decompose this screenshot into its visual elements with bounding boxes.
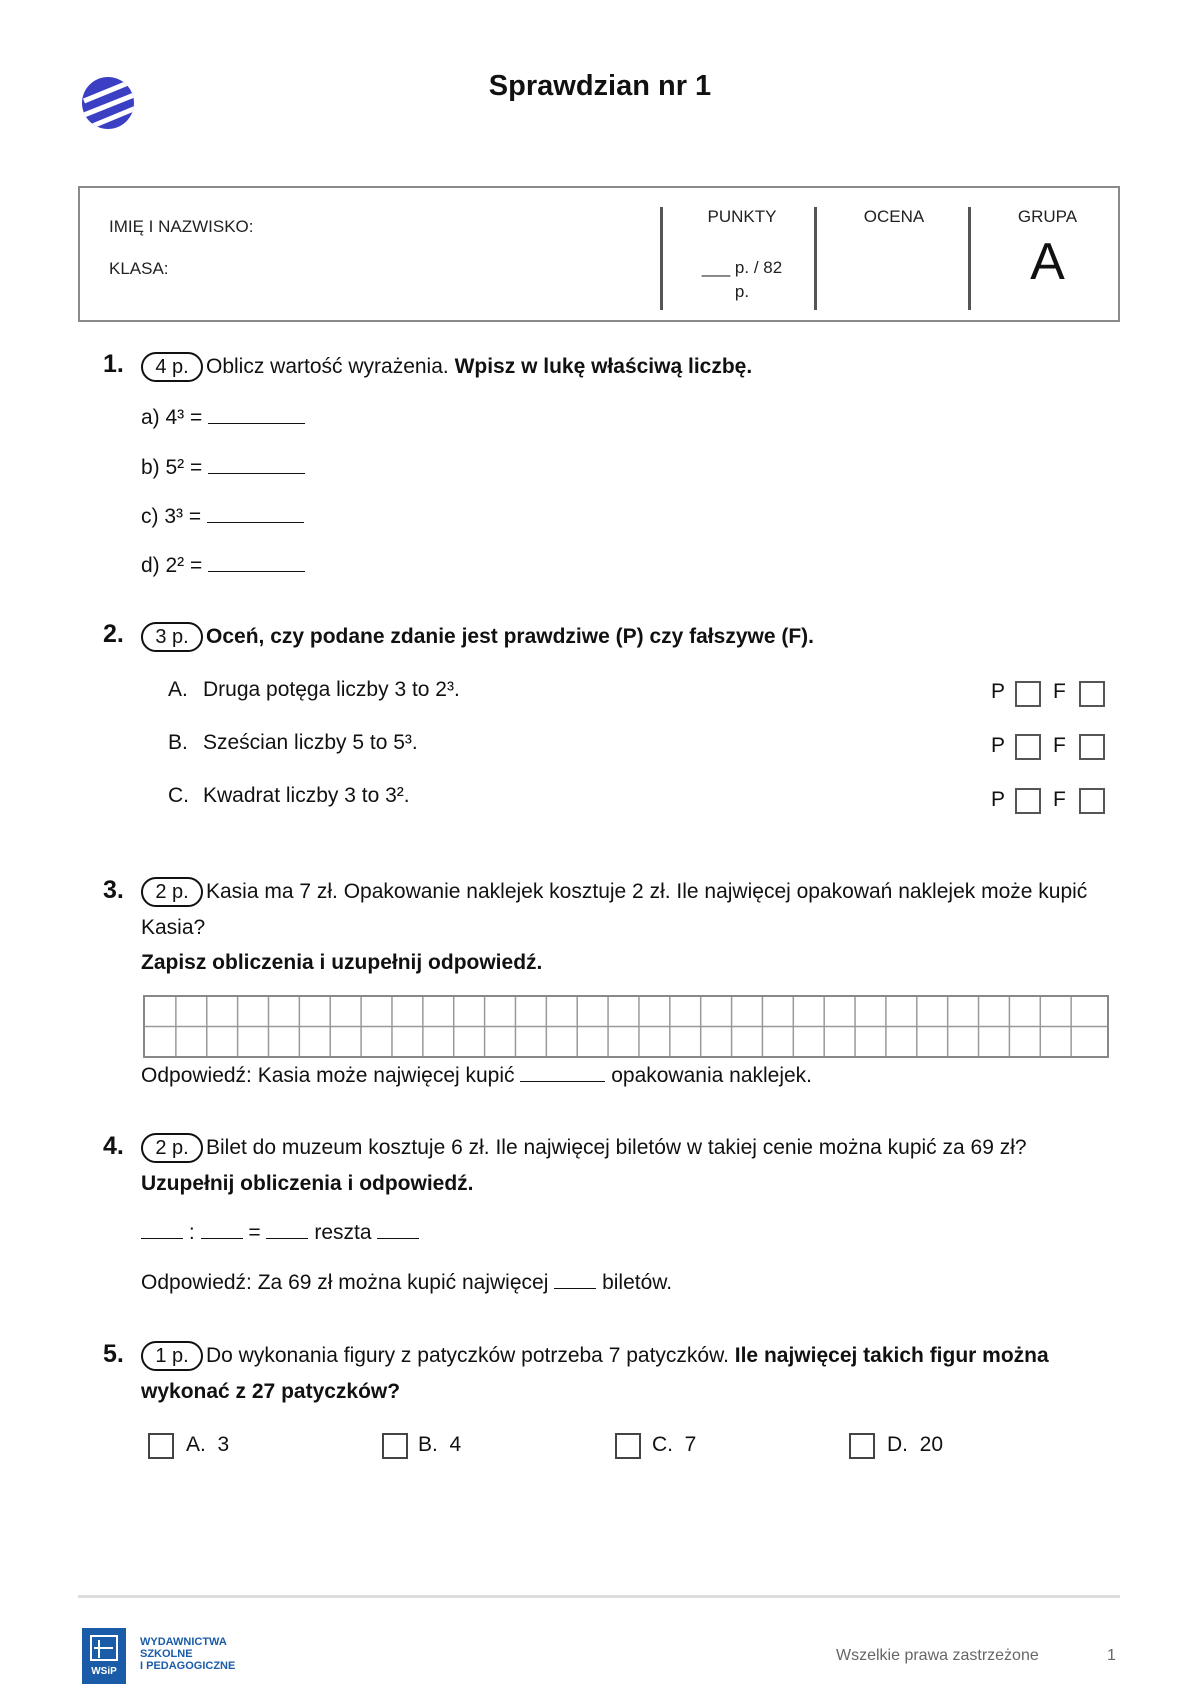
statement-text: Druga potęga liczby 3 to 2³. [203,678,460,701]
answer-line: d) 2² = [141,553,305,578]
answer-line: c) 3³ = [141,504,304,529]
true-checkbox[interactable] [1015,681,1041,707]
false-checkbox[interactable] [1079,788,1105,814]
answer-blank[interactable] [201,1220,243,1239]
f-label: F [1053,680,1066,703]
page-title: Sprawdzian nr 1 [488,70,712,102]
question-text: Kasia ma 7 zł. Opakowanie naklejek kosztuje 2 zł. Ile najwięcej opakowań naklejek może kupić [206,880,1088,903]
question-instruction: wykonać z 27 patyczków? [141,1380,401,1403]
question-instruction: Uzupełnij obliczenia i odpowiedź. [141,1172,474,1195]
p-label: P [991,680,1006,703]
question-number: 5. [103,1340,124,1368]
points-badge: 2 p. [141,877,203,907]
question-text: Oblicz wartość wyrażenia. Wpisz w lukę właściwą liczbę. [206,355,753,378]
wsip-logo-icon [82,1628,126,1684]
question-text: Do wykonania figury z patyczków potrzeba 7 patyczków. Ile najwięcej takich figur można [206,1344,1049,1367]
answer-blank[interactable] [208,405,305,424]
f-label: F [1053,788,1066,811]
option-b-checkbox[interactable] [382,1433,408,1459]
divider [814,207,817,310]
grade-label: OCENA [863,207,925,226]
statement-text: Sześcian liczby 5 to 5³. [203,731,418,754]
class-label: KLASA: [109,259,169,278]
true-checkbox[interactable] [1015,788,1041,814]
answer-blank[interactable] [207,504,304,523]
group-value: A [1030,233,1065,291]
option-d-checkbox[interactable] [849,1433,875,1459]
page-number: 1 [1107,1647,1116,1664]
p-label: P [991,788,1006,811]
p-label: P [991,734,1006,757]
f-label: F [1053,734,1066,757]
question-text: Kasia? [141,916,206,939]
option-a-label: A. 3 [186,1433,230,1456]
points-label: PUNKTY [707,207,777,226]
question-text: Oceń, czy podane zdanie jest prawdziwe (P) czy fałszywe (F). [206,625,814,648]
answer-blank[interactable] [266,1220,308,1239]
answer-blank[interactable] [141,1220,183,1239]
group-label: GRUPA [1017,207,1078,226]
points-value: ___ p. / 82 [701,258,783,277]
question-instruction: Zapisz obliczenia i uzupełnij odpowiedź. [141,951,543,974]
question-number: 1. [103,350,124,378]
name-label: IMIĘ I NAZWISKO: [109,217,254,236]
divider [660,207,663,310]
answer-line: Odpowiedź: Kasia może najwięcej kupić opakowania naklejek. [141,1064,813,1087]
true-checkbox[interactable] [1015,734,1041,760]
divider [968,207,971,310]
points-badge: 3 p. [141,622,203,652]
statement-letter: A. [168,678,188,701]
statement-letter: C. [168,784,189,807]
copyright-text: Wszelkie prawa zastrzeżone [836,1647,1039,1664]
calculation-grid[interactable] [143,995,1109,1058]
points-badge: 4 p. [141,352,203,382]
calculation-line: : = reszta [141,1220,419,1245]
option-d-label: D. 20 [887,1433,944,1456]
option-c-checkbox[interactable] [615,1433,641,1459]
answer-blank[interactable] [377,1220,419,1239]
points-badge: 2 p. [141,1133,203,1163]
answer-blank[interactable] [520,1063,605,1082]
question-number: 2. [103,620,124,648]
publisher-name: WYDAWNICTWA SZKOLNE I PEDAGOGICZNE [140,1636,236,1672]
answer-blank[interactable] [208,455,305,474]
question-number: 4. [103,1132,124,1160]
publisher-short: WSiP [91,1666,117,1677]
statement-letter: B. [168,731,188,754]
answer-line: b) 5² = [141,455,305,480]
question-number: 3. [103,876,124,904]
footer-divider [78,1595,1120,1598]
option-a-checkbox[interactable] [148,1433,174,1459]
statement-text: Kwadrat liczby 3 to 3². [203,784,410,807]
answer-line: a) 4³ = [141,405,305,430]
points-unit: p. [734,282,750,301]
false-checkbox[interactable] [1079,681,1105,707]
answer-blank[interactable] [554,1270,596,1289]
points-badge: 1 p. [141,1341,203,1371]
option-c-label: C. 7 [652,1433,697,1456]
false-checkbox[interactable] [1079,734,1105,760]
answer-blank[interactable] [208,553,305,572]
question-text: Bilet do muzeum kosztuje 6 zł. Ile najwięcej biletów w takiej cenie można kupić za 69 zł? [206,1136,1027,1159]
option-b-label: B. 4 [418,1433,462,1456]
answer-line: Odpowiedź: Za 69 zł można kupić najwięcej biletów. [141,1271,673,1294]
